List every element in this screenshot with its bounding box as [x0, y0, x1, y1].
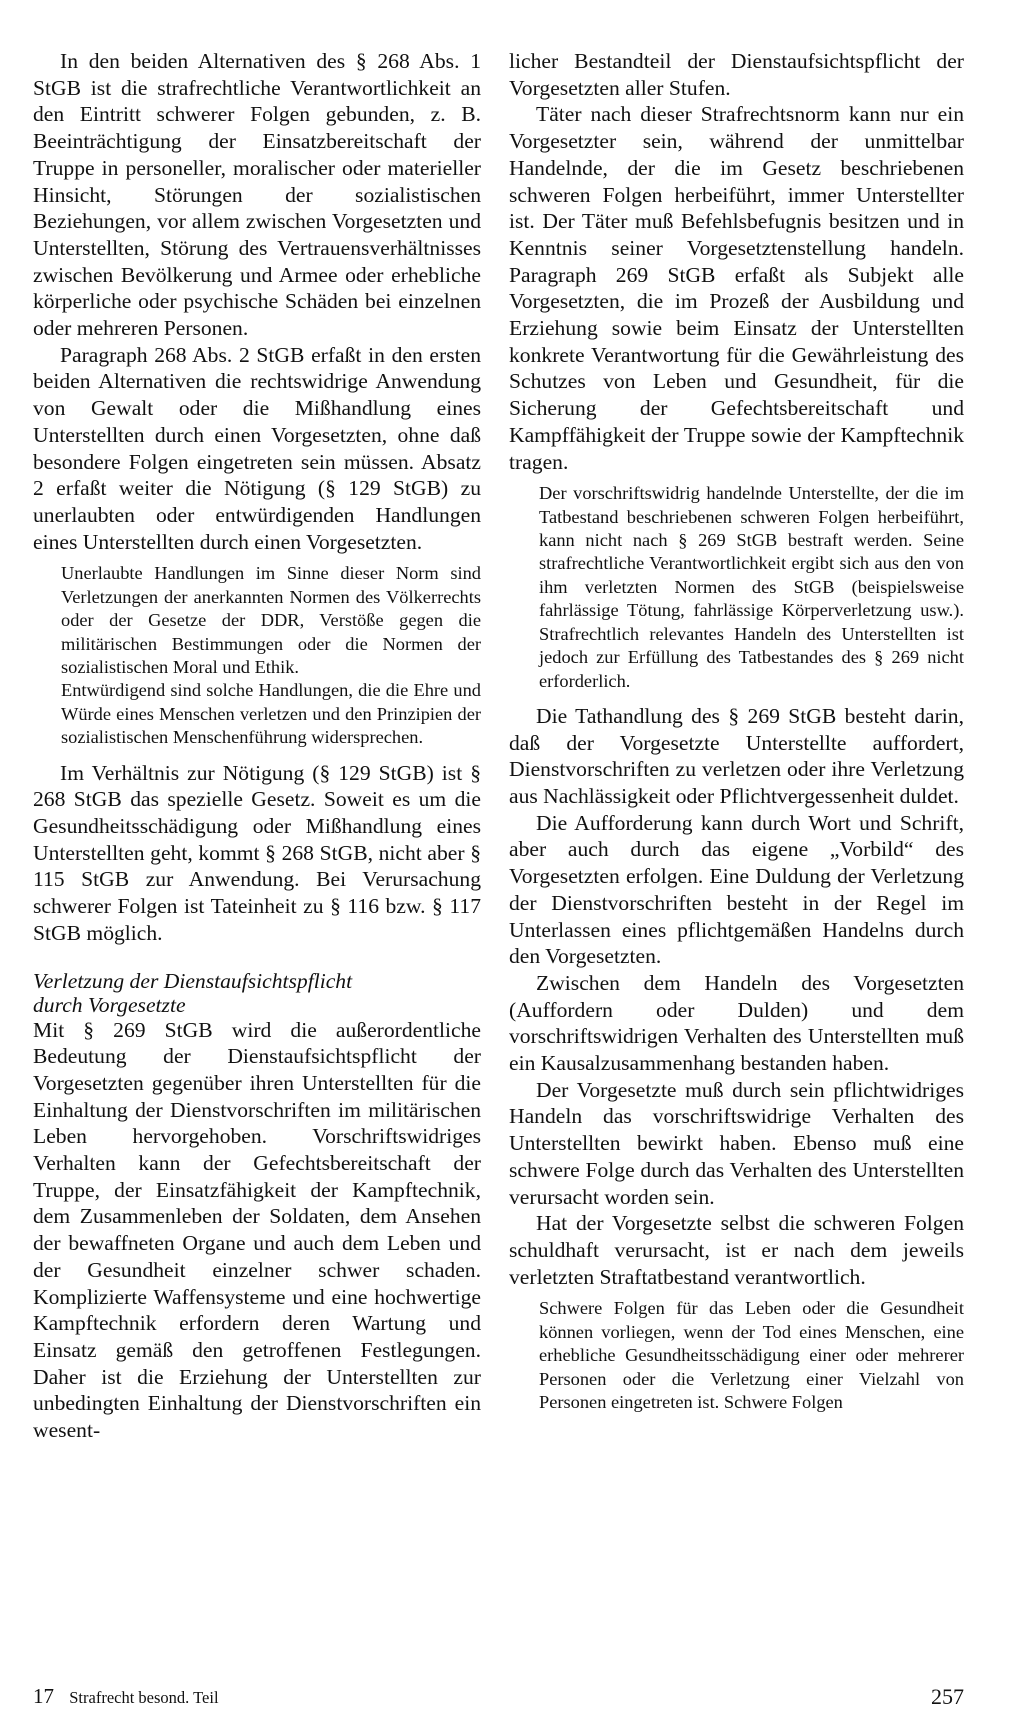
paragraph: Hat der Vorgesetzte selbst die schweren Folgen schuldhaft verursacht, ist er nach dem jeweils verletzten Straftatbestand verantwortlich.: [509, 1211, 964, 1289]
page-footer-left: [33, 1684, 219, 1709]
paragraph: licher Bestandteil der Dienstaufsichtspflicht der Vorgesetzten aller Stufen.: [509, 49, 964, 100]
paragraph: Mit § 269 StGB wird die außerordentliche Bedeutung der Dienstaufsichtspflicht der Vorgesetzten gegenüber ihren Unterstellten für die Einhaltung der Dienstvorschriften im militärischen Leben hervorgehoben. Vorschriftswidriges Verhalten kann der Gefechtsbereitschaft der Truppe, der Einsatzfähigkeit der Kampftechnik, dem Zusammenleben der Soldaten, dem Ansehen der bewaffneten Organe und auch dem Leben und der Gesundheit einzelner schwer schaden. Komplizierte Waffensysteme und eine hochwertige Kampftechnik erfordern deren Wartung und Einsatz gemäß den getroffenen Festlegungen. Daher ist die Erziehung der Unterstellten zur unbedingten Einhaltung der Dienstvorschriften ein wesent-: [33, 1017, 481, 1443]
note-paragraph: Entwürdigend sind solche Handlungen, die die Ehre und Würde eines Menschen verletzen und den Prinzipien der sozialistischen Menschenführung widersprechen.: [61, 680, 481, 748]
page-number: 257: [931, 1684, 964, 1709]
running-title: Strafrecht besond. Teil: [69, 1688, 219, 1707]
note-paragraph: Schwere Folgen für das Leben oder die Gesundheit können vorliegen, wenn der Tod eines Menschen, eine erhebliche Gesundheitsschädigung einer oder mehrerer Personen oder die Verletzung einer Vielzahl von Personen eingetreten ist. Schwere Folgen: [539, 1298, 964, 1412]
paragraph: Die Aufforderung kann durch Wort und Schrift, aber auch durch das eigene „Vorbild“ des Vorgesetzten erfolgen. Eine Duldung der Verletzung der Dienstvorschriften besteht in der Regel im Unterlassen eines pflichtgemäßen Handelns durch den Vorgesetzten.: [509, 810, 964, 969]
chapter-number: 17: [33, 1684, 54, 1708]
paragraph: Im Verhältnis zur Nötigung (§ 129 StGB) ist § 268 StGB das spezielle Gesetz. Soweit es um die Gesundheitsschädigung oder Mißhandlung eines Unterstellten geht, kommt § 268 StGB, nicht aber § 115 StGB zur Anwendung. Bei Verursachung schwerer Folgen ist Tateinheit zu § 116 bzw. § 117 StGB möglich.: [33, 760, 481, 945]
paragraph: Der Vorgesetzte muß durch sein pflichtwidriges Handeln das vorschriftswidrige Verhalten des Unterstellten bewirkt haben. Ebenso muß eine schwere Folge durch das Verhalten des Unterstellten verursacht worden sein.: [509, 1077, 964, 1209]
paragraph: Zwischen dem Handeln des Vorgesetzten (Auffordern oder Dulden) und dem vorschriftswidrigen Verhalten des Unterstellten muß ein Kausalzusammenhang bestanden haben.: [509, 970, 964, 1076]
paragraph: In den beiden Alternativen des § 268 Abs. 1 StGB ist die strafrechtliche Verantwortlichkeit an den Eintritt schwerer Folgen gebunden, z. B. Beeinträchtigung der Einsatzbereitschaft der Truppe in personeller, moralischer oder materieller Hinsicht, Störungen der sozialistischen Beziehungen, vor allem zwischen Vorgesetzten und Unterstellten, Störung des Vertrauensverhältnisses zwischen Bevölkerung und Armee oder erhebliche körperliche oder psychische Schäden bei einzelnen oder mehreren Personen.: [33, 49, 481, 341]
left-column: [33, 48, 481, 1444]
right-column: [509, 48, 964, 1414]
paragraph: Paragraph 268 Abs. 2 StGB erfaßt in den ersten beiden Alternativen die rechtswidrige Anwendung von Gewalt oder die Mißhandlung eines Unterstellten durch einen Vorgesetzten, ohne daß besondere Folgen eingetreten sein müssen. Absatz 2 erfaßt weiter die Nötigung (§ 129 StGB) zu unerlaubten oder entwürdigenden Handlungen eines Unterstellten durch einen Vorgesetzten.: [33, 342, 481, 554]
paragraph: Die Tathandlung des § 269 StGB besteht darin, daß der Vorgesetzte Unterstellte auffordert, Dienstvorschriften zu verletzen oder ihre Verletzung aus Nachlässigkeit oder Pflichtvergessenheit duldet.: [509, 703, 964, 809]
section-heading: [33, 969, 481, 1017]
paragraph: Täter nach dieser Strafrechtsnorm kann nur ein Vorgesetzter sein, während der unmittelbar Handelnde, der die im Gesetz beschriebenen schweren Folgen herbeiführt, immer Unterstellter ist. Der Täter muß Befehlsbefugnis besitzen und in Kenntnis seiner Vorgesetztenstellung handeln. Paragraph 269 StGB erfaßt als Subjekt alle Vorgesetzten, die im Prozeß der Ausbildung und Erziehung sowie beim Einsatz der Unterstellten konkrete Verantwortung für die Gewährleistung des Schutzes von Leben und Gesundheit, für die Sicherung der Gefechtsbereitschaft und Kampffähigkeit der Truppe sowie der Kampftechnik tragen.: [509, 102, 964, 474]
note-paragraph: Der vorschriftswidrig handelnde Unterstellte, der die im Tatbestand beschriebenen schweren Folgen herbeiführt, kann nicht nach § 269 StGB bestraft werden. Seine strafrechtliche Verantwortlichkeit ergibt sich aus den von ihm verletzten Normen des StGB (beispielsweise fahrlässige Tötung, fahrlässige Körperverletzung usw.). Strafrechtlich relevantes Handeln des Unterstellten ist jedoch zur Erfüllung des Tatbestandes des § 269 nicht erforderlich.: [539, 483, 964, 691]
section-heading-line: durch Vorgesetzte: [33, 992, 186, 1017]
section-heading-line: Verletzung der Dienstaufsichtspflicht: [33, 968, 353, 993]
note-paragraph: Unerlaubte Handlungen im Sinne dieser Norm sind Verletzungen der anerkannten Normen des Völkerrechts oder der Gesetze der DDR, Verstöße gegen die militärischen Bestimmungen oder die Normen der sozialistischen Moral und Ethik.: [61, 563, 481, 677]
